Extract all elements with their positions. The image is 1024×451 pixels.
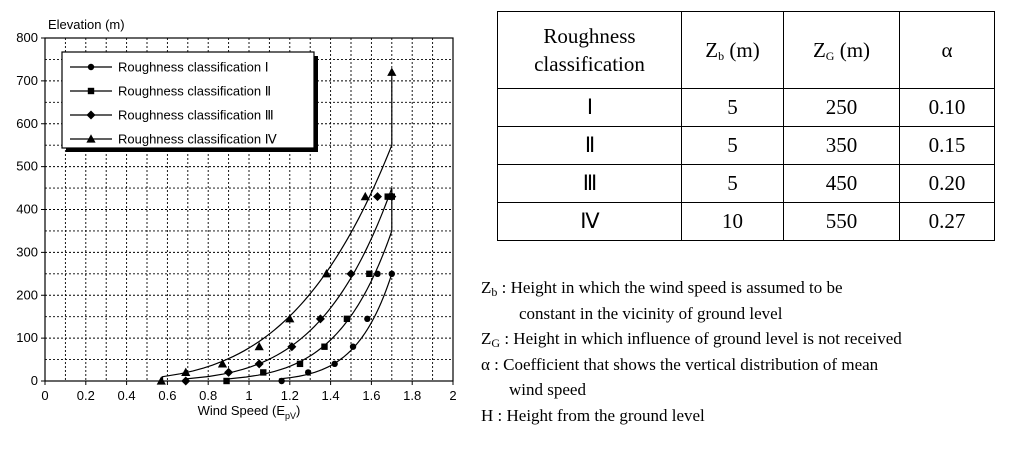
data-point-series-3 xyxy=(347,269,356,278)
header-zb-unit: (m) xyxy=(729,38,760,62)
header-classification-line2: classification xyxy=(534,52,645,76)
y-tick-label: 100 xyxy=(16,330,38,346)
data-point-series-3 xyxy=(255,359,264,368)
x-tick-label: 1.2 xyxy=(280,388,299,403)
cell-zg: 450 xyxy=(784,165,900,203)
data-point-series-1 xyxy=(331,361,337,367)
note-zb xyxy=(481,275,1021,301)
y-tick-label: 400 xyxy=(16,201,38,217)
data-point-series-2 xyxy=(321,344,327,350)
data-point-series-2 xyxy=(260,369,266,375)
series-line-2 xyxy=(227,197,392,381)
header-zg-base: Z xyxy=(812,38,826,62)
note-alpha xyxy=(481,352,1021,378)
header-zg xyxy=(784,12,900,89)
note-zb-continuation: constant in the vicinity of ground level xyxy=(519,303,783,323)
x-tick-label: 2 xyxy=(449,388,457,403)
table-row xyxy=(498,203,995,241)
x-tick-label: 1 xyxy=(245,388,253,403)
x-axis-label-main: Wind Speed (E xyxy=(197,403,286,418)
x-tick-label: 1.8 xyxy=(403,388,422,403)
x-axis-label-close: ) xyxy=(296,403,301,418)
cell-zb: 5 xyxy=(682,89,784,127)
x-tick-label: 0.6 xyxy=(158,388,177,403)
legend-label: Roughness classification Ⅱ xyxy=(118,83,272,99)
data-point-series-1 xyxy=(389,271,395,277)
data-point-series-4 xyxy=(322,269,331,277)
note-zb-symbol: Z xyxy=(481,278,492,297)
table-row xyxy=(498,89,995,127)
cell-alpha: 0.15 xyxy=(900,127,995,165)
data-point-series-2 xyxy=(366,271,372,277)
cell-alpha: 0.27 xyxy=(900,203,995,241)
note-h-text: : Height from the ground level xyxy=(497,405,705,425)
chart-legend xyxy=(62,52,318,152)
note-zb-sub: b xyxy=(491,285,498,299)
table-header-row xyxy=(498,12,995,89)
header-zb-sub: b xyxy=(718,49,725,63)
note-zg xyxy=(481,326,1021,352)
wind-profile-chart xyxy=(0,0,470,451)
x-axis-label-subscript: pV xyxy=(285,411,297,421)
header-zb-base: Z xyxy=(705,38,719,62)
note-zg-text: : Height in which influence of ground level is not received xyxy=(504,329,902,349)
data-point-series-1 xyxy=(364,316,370,322)
x-tick-label: 0 xyxy=(41,388,49,403)
legend-label: Roughness classification Ⅳ xyxy=(118,131,277,147)
note-zg-symbol: Z xyxy=(481,329,492,349)
data-point-series-1 xyxy=(374,271,380,277)
note-zg-sub: G xyxy=(491,336,501,351)
data-point-series-2 xyxy=(344,316,350,322)
note-h-symbol: H xyxy=(481,405,494,425)
cell-zg: 250 xyxy=(784,89,900,127)
y-tick-label: 500 xyxy=(16,158,38,174)
cell-zb: 5 xyxy=(682,127,784,165)
data-point-series-4 xyxy=(361,192,370,200)
note-alpha-continuation: wind speed xyxy=(509,380,586,400)
x-tick-label: 0.4 xyxy=(117,388,136,403)
data-point-series-3 xyxy=(224,368,233,377)
header-classification-line1: Roughness xyxy=(543,24,636,48)
header-alpha: α xyxy=(900,12,995,89)
y-axis-label: Elevation (m) xyxy=(48,17,125,32)
cell-alpha: 0.10 xyxy=(900,89,995,127)
legend-label: Roughness classification Ⅲ xyxy=(118,107,274,123)
data-point-series-1 xyxy=(350,344,356,350)
cell-zb: 5 xyxy=(682,165,784,203)
data-point-series-4 xyxy=(387,68,396,76)
data-point-series-2 xyxy=(297,361,303,367)
cell-class: Ⅱ xyxy=(498,127,682,165)
cell-alpha: 0.20 xyxy=(900,165,995,203)
x-tick-label: 0.8 xyxy=(199,388,218,403)
cell-class: Ⅰ xyxy=(498,89,682,127)
header-zb xyxy=(682,12,784,89)
series-line-3 xyxy=(186,188,392,381)
cell-zg: 350 xyxy=(784,127,900,165)
cell-class: Ⅳ xyxy=(498,203,682,241)
x-tick-label: 1.4 xyxy=(321,388,340,403)
definitions-notes xyxy=(481,275,1021,429)
header-zg-unit: (m) xyxy=(839,38,871,62)
y-tick-label: 800 xyxy=(16,30,38,45)
header-classification xyxy=(498,12,682,89)
x-tick-label: 0.2 xyxy=(76,388,95,403)
note-alpha-symbol: α xyxy=(481,354,490,374)
data-point-series-4 xyxy=(285,314,294,322)
table-row xyxy=(498,165,995,203)
header-zg-sub: G xyxy=(825,49,835,63)
y-tick-label: 700 xyxy=(16,72,38,88)
x-axis-label xyxy=(198,403,301,421)
cell-zg: 550 xyxy=(784,203,900,241)
cell-class: Ⅲ xyxy=(498,165,682,203)
roughness-table xyxy=(497,11,995,241)
data-point-series-1 xyxy=(305,369,311,375)
y-tick-label: 300 xyxy=(16,244,38,260)
table-row xyxy=(498,127,995,165)
y-tick-label: 200 xyxy=(16,287,38,303)
note-zb-text: : Height in which the wind speed is assumed to be xyxy=(501,278,843,297)
legend-marker xyxy=(88,88,94,94)
note-h xyxy=(481,403,1021,429)
x-tick-label: 1.6 xyxy=(362,388,381,403)
legend-marker xyxy=(88,64,94,70)
cell-zb: 10 xyxy=(682,203,784,241)
note-alpha-text: : Coefficient that shows the vertical distribution of mean xyxy=(494,354,879,374)
y-tick-label: 0 xyxy=(30,373,38,388)
legend-label: Roughness classification Ⅰ xyxy=(118,59,269,75)
data-point-series-3 xyxy=(373,192,382,201)
y-tick-label: 600 xyxy=(16,115,38,131)
